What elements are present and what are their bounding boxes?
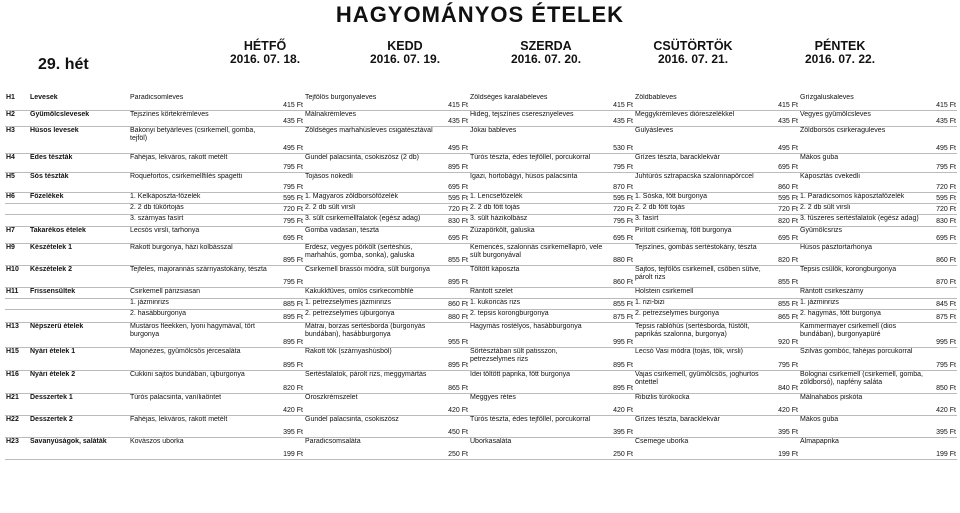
dish-price: 720 Ft xyxy=(439,203,469,214)
dish-price: 860 Ft xyxy=(927,243,957,265)
menu-table xyxy=(5,94,957,460)
dish-name: Grízes tészta, baracklekvár xyxy=(634,153,769,172)
dish-name: Idei töltött paprika, főtt burgonya xyxy=(469,370,604,393)
dish-price: 720 Ft xyxy=(604,203,634,214)
dish-name: 2. tepsis korongburgonya xyxy=(469,309,604,322)
dish-name: 1. petrezselymes jázminrizs xyxy=(304,298,439,309)
row-code: H15 xyxy=(5,347,29,370)
dish-price: 595 Ft xyxy=(439,192,469,203)
dish-price: 415 Ft xyxy=(927,94,957,110)
dish-name: Kovászos uborka xyxy=(129,437,274,459)
row-code xyxy=(5,298,29,309)
dish-name: Rántott szelet xyxy=(469,287,604,298)
dish-price: 250 Ft xyxy=(604,437,634,459)
day-header-3 xyxy=(628,40,758,88)
dish-name: Ribizlis túrókocka xyxy=(634,393,769,415)
dish-price: 395 Ft xyxy=(927,415,957,437)
table-row xyxy=(5,437,957,459)
dish-price: 995 Ft xyxy=(604,322,634,347)
dish-price xyxy=(274,287,304,298)
row-code: H10 xyxy=(5,265,29,287)
table-row xyxy=(5,309,957,322)
dish-name: 3. sült házikolbász xyxy=(469,214,604,226)
dish-name: Holstein csirkemell xyxy=(634,287,769,298)
row-category: Desszertek 1 xyxy=(29,393,129,415)
row-code: H22 xyxy=(5,415,29,437)
dish-price: 795 Ft xyxy=(274,265,304,287)
dish-price: 875 Ft xyxy=(927,309,957,322)
dish-price: 695 Ft xyxy=(439,226,469,243)
dish-name: 3. sült csirkemellfalatok (egész adag) xyxy=(304,214,439,226)
dish-name: Tojásos nokedli xyxy=(304,172,439,192)
dish-name: Majonézes, gyümölcsös jércesaláta xyxy=(129,347,274,370)
dish-name: 1. Sóska, főtt burgonya xyxy=(634,192,769,203)
dish-name: Almapaprika xyxy=(799,437,927,459)
dish-price: 830 Ft xyxy=(927,214,957,226)
dish-price: 870 Ft xyxy=(604,172,634,192)
dish-price: 199 Ft xyxy=(274,437,304,459)
dish-name: Túrós tészta, édes tejföllel, porcukorral xyxy=(469,415,604,437)
dish-price xyxy=(927,287,957,298)
dish-name: Zúzapörkölt, galuska xyxy=(469,226,604,243)
dish-name: 1. rizi-bizi xyxy=(634,298,769,309)
dish-name: Sertésfalatok, párolt rizs, meggymártás xyxy=(304,370,439,393)
day-header-4 xyxy=(770,40,910,88)
dish-price: 820 Ft xyxy=(769,214,799,226)
row-category: Nyári ételek 1 xyxy=(29,347,129,370)
dish-name: Málnahabos piskóta xyxy=(799,393,927,415)
day-date: 2016. 07. 19. xyxy=(369,52,441,66)
dish-name: 1. Lencsefőzelék xyxy=(469,192,604,203)
row-code: H3 xyxy=(5,126,29,153)
dish-name: Tejszínes körtekrémleves xyxy=(129,110,274,126)
dish-price: 795 Ft xyxy=(927,347,957,370)
dish-name: Lecsó Vasi módra (tojás, tök, virsli) xyxy=(634,347,769,370)
day-name: KEDD xyxy=(387,39,423,53)
dish-name: Túrós tészta, édes tejföllel, porcukorral xyxy=(469,153,604,172)
dish-name: 3. fasírt xyxy=(634,214,769,226)
dish-name: Gyümölcsrizs xyxy=(799,226,927,243)
dish-price: 435 Ft xyxy=(274,110,304,126)
row-code: H9 xyxy=(5,243,29,265)
dish-name: Vegyes gyümölcsleves xyxy=(799,110,927,126)
row-category: Gyümölcslevesek xyxy=(29,110,129,126)
dish-price: 820 Ft xyxy=(274,370,304,393)
dish-price: 415 Ft xyxy=(769,94,799,110)
dish-price: 895 Ft xyxy=(439,347,469,370)
dish-price xyxy=(439,287,469,298)
day-date: 2016. 07. 22. xyxy=(804,52,876,66)
dish-price: 880 Ft xyxy=(439,309,469,322)
dish-price: 415 Ft xyxy=(439,94,469,110)
dish-price: 795 Ft xyxy=(274,172,304,192)
table-row xyxy=(5,203,957,214)
dish-price: 595 Ft xyxy=(274,192,304,203)
dish-price: 795 Ft xyxy=(604,214,634,226)
dish-name: Rakott burgonya, házi kolbásszal xyxy=(129,243,274,265)
row-category xyxy=(29,214,129,226)
dish-name: Cukkini sajtos bundában, újburgonya xyxy=(129,370,274,393)
dish-price: 720 Ft xyxy=(274,203,304,214)
dish-price: 595 Ft xyxy=(927,192,957,203)
dish-name: Sörtésztában sült patisszon, petrezselymes rizs xyxy=(469,347,604,370)
day-header-1 xyxy=(345,40,465,88)
dish-price: 860 Ft xyxy=(604,265,634,287)
table-row xyxy=(5,214,957,226)
dish-price: 395 Ft xyxy=(274,415,304,437)
dish-name: Pirított csirkemáj, főtt burgonya xyxy=(634,226,769,243)
row-category xyxy=(29,203,129,214)
dish-price: 795 Ft xyxy=(769,347,799,370)
row-category: Készételek 1 xyxy=(29,243,129,265)
dish-price: 795 Ft xyxy=(604,153,634,172)
table-row xyxy=(5,153,957,172)
dish-name: Grízes tészta, baracklekvár xyxy=(634,415,769,437)
dish-price: 435 Ft xyxy=(604,110,634,126)
row-category: Takarékos ételek xyxy=(29,226,129,243)
dish-name: 3. fűszeres sertésfalatok (egész adag) xyxy=(799,214,927,226)
dish-name: Grízgaluskaleves xyxy=(799,94,927,110)
dish-name: Tejszínes, gombás sertéstokány, tészta xyxy=(634,243,769,265)
day-name: SZERDA xyxy=(520,39,572,53)
dish-price: 199 Ft xyxy=(927,437,957,459)
row-category: Levesek xyxy=(29,94,129,110)
dish-name: Jókai bableves xyxy=(469,126,604,153)
table-row xyxy=(5,226,957,243)
dish-name: Tejfölös burgonyaleves xyxy=(304,94,439,110)
dish-price: 875 Ft xyxy=(604,309,634,322)
dish-name: Bakonyi betyárleves (csirkemell, gomba, tejföl) xyxy=(129,126,274,153)
dish-name: 2. petrezselymes burgonya xyxy=(634,309,769,322)
dish-name: Igazi, hortobágyi, húsos palacsinta xyxy=(469,172,604,192)
dish-name: Kemencés, szalonnás csirkemellapró, vele sült burgonyával xyxy=(469,243,604,265)
row-code: H21 xyxy=(5,393,29,415)
dish-name: Paradicsomsaláta xyxy=(304,437,439,459)
dish-name: Csirkemell párizsiasan xyxy=(129,287,274,298)
dish-price: 450 Ft xyxy=(439,415,469,437)
dish-price: 695 Ft xyxy=(769,153,799,172)
dish-price: 530 Ft xyxy=(604,126,634,153)
dish-name: Szilvás gombóc, fahéjas porcukorral xyxy=(799,347,927,370)
dish-price: 720 Ft xyxy=(927,172,957,192)
dish-price: 865 Ft xyxy=(439,370,469,393)
row-category: Frissensültek xyxy=(29,287,129,298)
dish-price: 435 Ft xyxy=(927,110,957,126)
dish-price: 695 Ft xyxy=(439,172,469,192)
dish-name: Kakukkfüves, omlós csirkecombfilé xyxy=(304,287,439,298)
dish-name: Gundel palacsinta, csokiszósz (2 db) xyxy=(304,153,439,172)
dish-name: Vajas csirkemell, gyümölcsös, joghurtos öntettel xyxy=(634,370,769,393)
dish-name: Paradicsomleves xyxy=(129,94,274,110)
dish-price: 720 Ft xyxy=(769,203,799,214)
table-row xyxy=(5,347,957,370)
dish-name: 1. jázminrizs xyxy=(799,298,927,309)
row-category: Húsos levesek xyxy=(29,126,129,153)
dish-name: Gundel palacsinta, csokiszósz xyxy=(304,415,439,437)
dish-name: Meggyes rétes xyxy=(469,393,604,415)
dish-name: 1. Magyaros zöldborsófőzelék xyxy=(304,192,439,203)
dish-price: 860 Ft xyxy=(439,298,469,309)
dish-name: 1. Paradicsomos káposztafőzelék xyxy=(799,192,927,203)
dish-name: Juhtúrós sztrapacska szalonnapörccel xyxy=(634,172,769,192)
dish-price: 495 Ft xyxy=(769,126,799,153)
table-row xyxy=(5,393,957,415)
dish-price: 420 Ft xyxy=(604,393,634,415)
row-category: Főzelékek xyxy=(29,192,129,203)
dish-price: 435 Ft xyxy=(769,110,799,126)
dish-name: 2. 2 db sült virsli xyxy=(304,203,439,214)
dish-price: 395 Ft xyxy=(604,415,634,437)
dish-name: Zöldborsós csirkeraguleves xyxy=(799,126,927,153)
dish-name: Meggykrémleves dióreszelékkel xyxy=(634,110,769,126)
dish-name: Túrós palacsinta, vaníliaöntet xyxy=(129,393,274,415)
dish-name: Mákos guba xyxy=(799,153,927,172)
dish-price: 895 Ft xyxy=(274,322,304,347)
row-code: H1 xyxy=(5,94,29,110)
dish-name: 2. 2 db főtt tojás xyxy=(634,203,769,214)
dish-name: Mustáros fleekken, lyoni hagymával, tört burgonya xyxy=(129,322,274,347)
row-category xyxy=(29,298,129,309)
row-code: H23 xyxy=(5,437,29,459)
dish-price: 695 Ft xyxy=(274,226,304,243)
table-row xyxy=(5,370,957,393)
dish-price: 995 Ft xyxy=(927,322,957,347)
dish-price: 420 Ft xyxy=(274,393,304,415)
dish-name: Rakott tök (szárnyashúsból) xyxy=(304,347,439,370)
dish-price: 415 Ft xyxy=(604,94,634,110)
dish-price: 415 Ft xyxy=(274,94,304,110)
dish-name: Tepsis csülök, korongburgonya xyxy=(799,265,927,287)
row-category: Népszerű ételek xyxy=(29,322,129,347)
dish-price: 695 Ft xyxy=(769,226,799,243)
dish-price: 855 Ft xyxy=(604,298,634,309)
dish-price: 860 Ft xyxy=(769,172,799,192)
row-code: H11 xyxy=(5,287,29,298)
dish-price: 895 Ft xyxy=(439,265,469,287)
table-row xyxy=(5,126,957,153)
dish-price: 895 Ft xyxy=(274,243,304,265)
dish-name: 2. 2 db tükörtojás xyxy=(129,203,274,214)
dish-price xyxy=(769,287,799,298)
dish-name: Oroszkrémszelet xyxy=(304,393,439,415)
row-code xyxy=(5,214,29,226)
dish-price: 395 Ft xyxy=(769,415,799,437)
table-row xyxy=(5,415,957,437)
dish-price: 845 Ft xyxy=(927,298,957,309)
dish-name: 2. hasábburgonya xyxy=(129,309,274,322)
dish-name: Gulyásleves xyxy=(634,126,769,153)
dish-price: 595 Ft xyxy=(769,192,799,203)
week-label: 29. hét xyxy=(38,56,89,73)
row-code xyxy=(5,203,29,214)
day-date: 2016. 07. 21. xyxy=(657,52,729,66)
dish-price: 595 Ft xyxy=(604,192,634,203)
dish-name: 2. 2 db főtt tojás xyxy=(469,203,604,214)
row-code: H5 xyxy=(5,172,29,192)
dish-name: Mátrai, borzas sertésborda (burgonyás bundában), hasábburgonya xyxy=(304,322,439,347)
dish-price: 840 Ft xyxy=(769,370,799,393)
table-row xyxy=(5,322,957,347)
dish-name: Zöldséges marhahúsleves csigatésztával xyxy=(304,126,439,153)
dish-price: 420 Ft xyxy=(769,393,799,415)
dish-name: Fahéjas, lekváros, rakott metélt xyxy=(129,415,274,437)
dish-name: Fahéjas, lekváros, rakott metélt xyxy=(129,153,274,172)
day-date: 2016. 07. 20. xyxy=(510,52,582,66)
row-category: Nyári ételek 2 xyxy=(29,370,129,393)
dish-price: 820 Ft xyxy=(769,243,799,265)
row-code: H6 xyxy=(5,192,29,203)
dish-price: 250 Ft xyxy=(439,437,469,459)
row-code: H4 xyxy=(5,153,29,172)
dish-name: Uborkasaláta xyxy=(469,437,604,459)
dish-name: Hideg, tejszínes cseresznyeleves xyxy=(469,110,604,126)
dish-price: 420 Ft xyxy=(439,393,469,415)
table-row xyxy=(5,265,957,287)
dish-name: Csemege uborka xyxy=(634,437,769,459)
dish-price: 855 Ft xyxy=(769,298,799,309)
dish-name: Zöldséges karalábéleves xyxy=(469,94,604,110)
dish-price: 880 Ft xyxy=(604,243,634,265)
dish-price: 495 Ft xyxy=(274,126,304,153)
dish-name: 3. szárnyas fasírt xyxy=(129,214,274,226)
dish-name: Erdész, vegyes pörkölt (sertéshús, marhahús, gomba, sonka), galuska xyxy=(304,243,439,265)
dish-price: 495 Ft xyxy=(927,126,957,153)
dish-price: 695 Ft xyxy=(604,226,634,243)
table-row xyxy=(5,110,957,126)
dish-name: Tepsis rablóhús (sertésborda, füstölt, paprikás szalonna, burgonya) xyxy=(634,322,769,347)
dish-price: 435 Ft xyxy=(439,110,469,126)
table-row xyxy=(5,192,957,203)
dish-name: 1. jázminrizs xyxy=(129,298,274,309)
dish-price: 895 Ft xyxy=(274,347,304,370)
dish-price: 420 Ft xyxy=(927,393,957,415)
dish-price: 895 Ft xyxy=(604,347,634,370)
dish-price: 955 Ft xyxy=(439,322,469,347)
day-name: CSÜTÖRTÖK xyxy=(653,39,733,53)
dish-price: 720 Ft xyxy=(927,203,957,214)
dish-name: 2. hagymás, főtt burgonya xyxy=(799,309,927,322)
day-date: 2016. 07. 18. xyxy=(229,52,301,66)
dish-name: Húsos pásztortarhonya xyxy=(799,243,927,265)
dish-name: Káposztás cvekedli xyxy=(799,172,927,192)
table-row xyxy=(5,287,957,298)
dish-name: Tejfeles, majorannás szárnyastokány, tészta xyxy=(129,265,274,287)
dish-price: 895 Ft xyxy=(274,309,304,322)
dish-name: Roquefortos, csirkemellfilés spagetti xyxy=(129,172,274,192)
day-header-0 xyxy=(205,40,325,88)
dish-price: 830 Ft xyxy=(439,214,469,226)
dish-price: 885 Ft xyxy=(274,298,304,309)
dish-price: 795 Ft xyxy=(274,214,304,226)
dish-name: Hagymás rostélyos, hasábburgonya xyxy=(469,322,604,347)
dish-name: Bolognai csirkemell (csirkemell, gomba, zöldborsó), napfény saláta xyxy=(799,370,927,393)
dish-price: 850 Ft xyxy=(927,370,957,393)
dish-price: 855 Ft xyxy=(769,265,799,287)
dish-name: Sajtos, tejfölös csirkemell, csőben sütve, párolt rizs xyxy=(634,265,769,287)
day-header-2 xyxy=(486,40,606,88)
table-row xyxy=(5,243,957,265)
dish-price: 795 Ft xyxy=(274,153,304,172)
day-name: PÉNTEK xyxy=(814,39,866,53)
table-row xyxy=(5,172,957,192)
row-code: H7 xyxy=(5,226,29,243)
dish-name: Mákos guba xyxy=(799,415,927,437)
dish-price: 920 Ft xyxy=(769,322,799,347)
dish-name: 1. Kelkáposzta-főzelék xyxy=(129,192,274,203)
table-row xyxy=(5,94,957,110)
dish-name: Töltött káposzta xyxy=(469,265,604,287)
row-code: H13 xyxy=(5,322,29,347)
dish-price: 199 Ft xyxy=(769,437,799,459)
dish-name: Lecsós virsli, tarhonya xyxy=(129,226,274,243)
dish-name: 1. kukoricás rizs xyxy=(469,298,604,309)
day-name: HÉTFŐ xyxy=(243,39,287,53)
dish-price: 495 Ft xyxy=(439,126,469,153)
dish-name: Rántott csirkeszárny xyxy=(799,287,927,298)
dish-name: Csirkemell brassói módra, sült burgonya xyxy=(304,265,439,287)
table-row xyxy=(5,298,957,309)
dish-price: 895 Ft xyxy=(604,370,634,393)
dish-price xyxy=(604,287,634,298)
dish-price: 865 Ft xyxy=(769,309,799,322)
dish-name: 2. 2 db sült virsli xyxy=(799,203,927,214)
dish-name: 2. petrezselymes újburgonya xyxy=(304,309,439,322)
dish-name: Gomba vadasan, tészta xyxy=(304,226,439,243)
row-category: Sós tészták xyxy=(29,172,129,192)
row-category: Készételek 2 xyxy=(29,265,129,287)
row-category: Desszertek 2 xyxy=(29,415,129,437)
row-category: Savanyúságok, saláták xyxy=(29,437,129,459)
dish-price: 870 Ft xyxy=(927,265,957,287)
page-title: HAGYOMÁNYOS ÉTELEK xyxy=(335,2,625,27)
row-category xyxy=(29,309,129,322)
row-code: H2 xyxy=(5,110,29,126)
row-category: Édes tészták xyxy=(29,153,129,172)
dish-name: Málnakrémleves xyxy=(304,110,439,126)
dish-price: 795 Ft xyxy=(927,153,957,172)
dish-price: 895 Ft xyxy=(439,153,469,172)
row-code: H16 xyxy=(5,370,29,393)
dish-name: Kammermayer csirkemell (dios bundában), burgonyapüré xyxy=(799,322,927,347)
dish-price: 695 Ft xyxy=(927,226,957,243)
dish-price: 855 Ft xyxy=(439,243,469,265)
row-code xyxy=(5,309,29,322)
dish-name: Zöldbableves xyxy=(634,94,769,110)
